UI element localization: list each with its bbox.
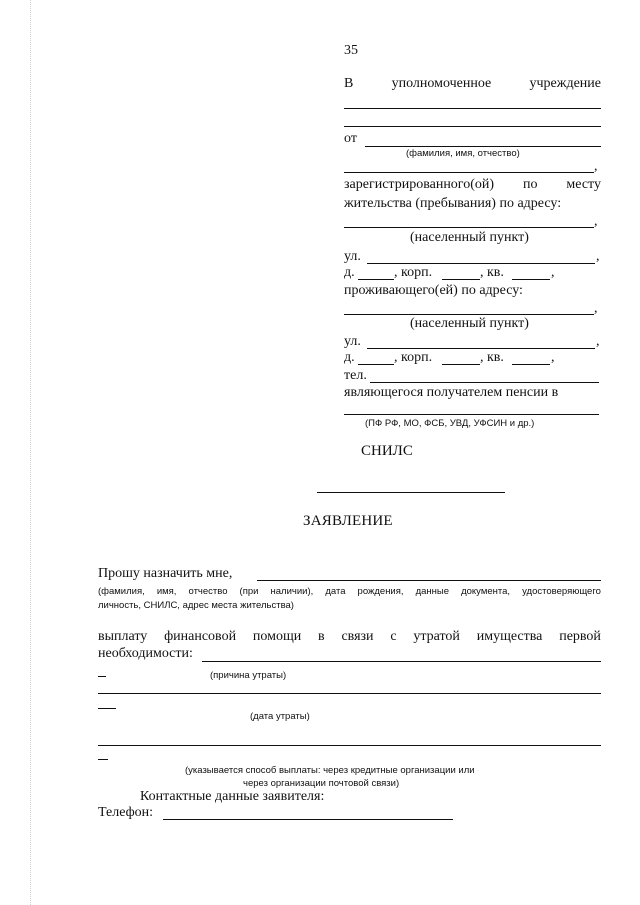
short-line [98,759,108,760]
short-line [98,676,106,677]
registered-line-2: жительства (пребывания) по адресу: [344,196,562,211]
comma: , [551,350,555,365]
comma: , [594,159,598,174]
word: первой [559,629,601,644]
res-korp-line[interactable] [442,364,480,365]
word: связи [341,629,374,644]
tel-line[interactable] [370,382,599,383]
comma: , [594,301,598,316]
tel-label: тел. [344,368,367,383]
reg-street-label: ул. [344,249,361,264]
reg-house-label: д. [344,265,355,280]
word: В [344,76,354,91]
word: (фамилия, [98,586,145,597]
res-street-line[interactable] [367,348,595,349]
contacts-heading: Контактные данные заявителя: [140,789,325,804]
reg-settlement-caption: (населенный пункт) [410,230,529,245]
loss-date-caption: (дата утраты) [250,711,310,722]
word: документа, [461,586,511,597]
institution-name-line-2[interactable] [344,126,601,127]
word: рождения, [357,586,404,597]
word: (при [239,586,259,597]
word: данные [415,586,450,597]
necessity-label: необходимости: [98,646,193,661]
fio-caption: (фамилия, имя, отчество) [406,148,520,159]
word: дата [325,586,346,597]
loss-reason-line[interactable] [98,693,601,694]
word: учреждение [529,76,601,91]
word: по [522,177,538,192]
reg-house-line[interactable] [358,279,394,280]
institution-name-line-1[interactable] [344,108,601,109]
loss-reason-caption: (причина утраты) [210,670,287,681]
reg-korp-line[interactable] [442,279,480,280]
res-korp-label: , корп. [394,350,433,365]
reg-settlement-line[interactable] [344,227,594,228]
short-line [98,708,116,709]
res-house-label: д. [344,350,355,365]
residing-label: проживающего(ей) по адресу: [344,283,523,298]
word: помощи [252,629,302,644]
word: имя, [156,586,177,597]
loss-date-line[interactable] [98,745,601,746]
necessity-line[interactable] [202,661,601,662]
reg-street-line[interactable] [367,263,595,264]
document-title: ЗАЯВЛЕНИЕ [303,513,393,529]
res-kv-label: , кв. [480,350,504,365]
word: месту [566,177,601,192]
word: имущества [476,629,543,644]
request-caption-line-1 [98,586,601,597]
res-kv-line[interactable] [512,364,550,365]
payment-line-1 [98,629,601,645]
scan-edge [30,0,31,905]
applicant-fio-line[interactable] [365,146,601,147]
word: в [318,629,325,644]
request-line[interactable] [257,580,601,581]
pensioner-label: являющегося получателем пенсии в [344,385,559,400]
word: утратой [413,629,460,644]
request-label: Прошу назначить мне, [98,566,233,581]
request-caption-line-2: личность, СНИЛС, адрес места жительства) [98,600,294,611]
word: финансовой [164,629,237,644]
res-street-label: ул. [344,334,361,349]
reg-korp-label: , корп. [394,265,433,280]
applicant-fio-line-2[interactable] [344,172,594,173]
reg-kv-line[interactable] [512,279,550,280]
agencies-caption: (ПФ РФ, МО, ФСБ, УВД, УФСИН и др.) [365,418,535,429]
page-number: 35 [344,43,358,58]
word: отчество [188,586,228,597]
from-label: от [344,131,357,146]
snils-label: СНИЛС [361,443,413,459]
phone-line[interactable] [163,819,453,820]
snils-line[interactable] [317,492,505,493]
word: уполномоченное [391,76,492,91]
word: удостоверяющего [522,586,601,597]
comma: , [596,249,600,264]
res-settlement-line[interactable] [344,314,594,315]
res-house-line[interactable] [358,364,394,365]
phone-label: Телефон: [98,805,154,820]
comma: , [594,214,598,229]
word: с [390,629,397,644]
reg-kv-label: , кв. [480,265,504,280]
addressee-line-1 [344,76,601,92]
word: выплату [98,629,148,644]
comma: , [551,265,555,280]
pension-agency-line[interactable] [344,414,599,415]
comma: , [596,334,600,349]
word: наличии), [270,586,314,597]
word: зарегистрированного(ой) [344,177,495,192]
payment-method-caption-1: (указывается способ выплаты: через кредитные организации или [185,765,475,776]
registered-line-1 [344,177,601,193]
payment-method-caption-2: через организации почтовой связи) [243,778,400,789]
res-settlement-caption: (населенный пункт) [410,316,529,331]
